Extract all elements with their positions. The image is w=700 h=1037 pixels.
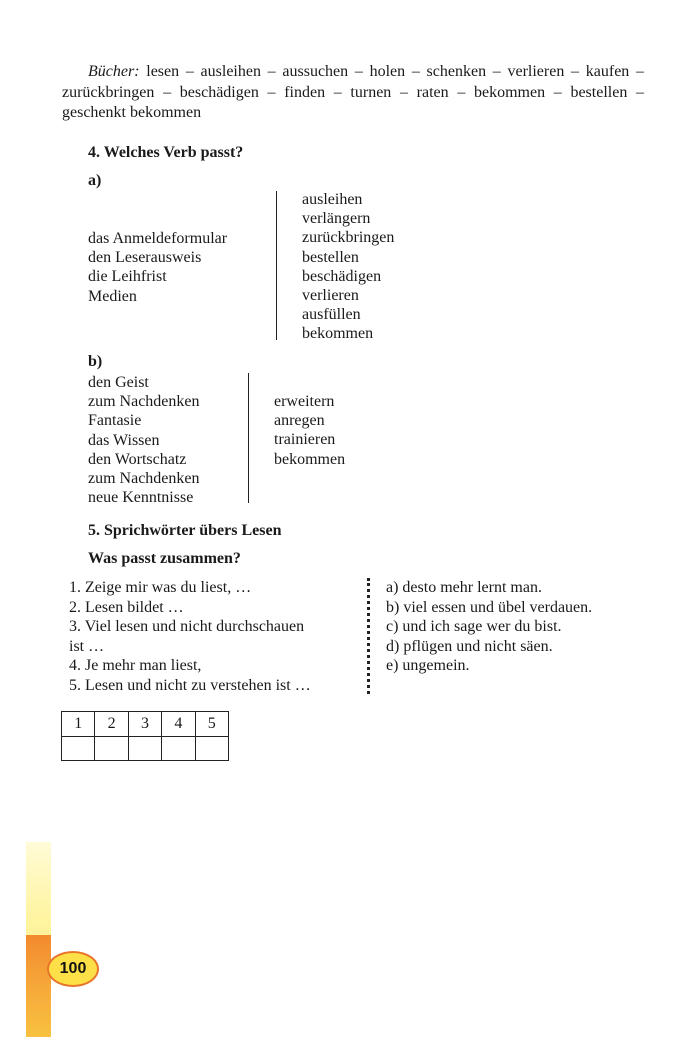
grid-answer-cell[interactable] [62, 736, 95, 761]
grid-answer-row [62, 736, 229, 761]
noun-item: das Wissen [88, 431, 160, 449]
task5-subtitle: Was passt zusammen? [88, 550, 241, 567]
proverb-end: d) pflügen und nicht säen. [386, 637, 553, 655]
proverb-start: 5. Lesen und nicht zu verstehen ist … [69, 676, 311, 694]
proverb-end: e) ungemein. [386, 657, 470, 674]
noun-item: den Wortschatz [88, 450, 187, 468]
proverb-start: 4. Je mehr man liest, [69, 657, 202, 674]
task5-proverb-starts [69, 578, 311, 695]
grid-answer-cell[interactable] [195, 736, 228, 761]
grid-answer-cell[interactable] [162, 736, 195, 761]
noun-item: Fantasie [88, 412, 142, 430]
noun-item: Medien [88, 287, 137, 305]
grid-header-cell: 3 [128, 712, 161, 737]
task4-a-nouns [88, 229, 227, 306]
verb-item: verlängern [302, 210, 371, 228]
noun-item: zum Nachdenken [88, 393, 200, 411]
proverb-end: b) viel essen und übel verdauen. [386, 598, 593, 616]
page-number: 100 [59, 960, 87, 977]
grid-header-cell: 5 [195, 712, 228, 737]
verb-item: beschädigen [302, 267, 382, 285]
noun-item: neue Kenntnisse [88, 489, 194, 507]
noun-item: das Anmeldeformular [88, 230, 228, 247]
dotted-divider [367, 578, 374, 694]
task4-a-verbs [302, 190, 394, 344]
verb-item: trainieren [274, 431, 336, 449]
intro-text: lesen – ausleihen – aussuchen – holen – schenken – verlieren – kaufen – zurückbringen – beschädigen – finden – turnen – raten – bekommen – bestellen – geschenkt bekommen [62, 63, 644, 121]
verb-item: bekommen [274, 450, 346, 468]
proverb-start: 2. Lesen bildet … [69, 598, 184, 616]
noun-item: den Geist [88, 374, 149, 391]
verb-item: bestellen [302, 248, 359, 266]
noun-item: den Leserausweis [88, 249, 202, 267]
proverb-start: ist … [69, 637, 105, 655]
task5-title: 5. Sprichwörter übers Lesen [88, 522, 282, 539]
grid-header-cell: 2 [95, 712, 128, 737]
proverb-start: 1. Zeige mir was du liest, … [69, 579, 252, 596]
verb-item: ausfüllen [302, 306, 361, 324]
grid-header-row [62, 712, 229, 737]
page-number-badge [47, 951, 99, 987]
verb-item: erweitern [274, 393, 335, 410]
answer-grid [61, 711, 229, 761]
task4-b-label: b) [88, 353, 103, 370]
task4-a-divider [276, 191, 277, 340]
intro-label: Bücher: [88, 63, 140, 80]
proverb-start: 3. Viel lesen und nicht durchschauen [69, 618, 305, 635]
noun-item: zum Nachdenken [88, 470, 200, 488]
grid-header-cell: 4 [162, 712, 195, 737]
verb-item: zurückbringen [302, 229, 395, 247]
proverb-end: a) desto mehr lernt man. [386, 579, 542, 596]
task4-b-divider [248, 373, 249, 503]
task4-title: 4. Welches Verb passt? [88, 144, 244, 161]
task4-b-verbs [274, 392, 345, 469]
edge-stripe-orange [26, 935, 51, 1037]
noun-item: die Leihfrist [88, 268, 167, 286]
intro-paragraph [62, 62, 644, 124]
proverb-end: c) und ich sage wer du bist. [386, 618, 562, 635]
verb-item: ausleihen [302, 191, 363, 208]
grid-answer-cell[interactable] [128, 736, 161, 761]
task4-b-nouns [88, 373, 200, 507]
task4-a-label: a) [88, 172, 102, 189]
verb-item: anregen [274, 412, 325, 430]
grid-answer-cell[interactable] [95, 736, 128, 761]
verb-item: bekommen [302, 325, 374, 343]
task5-proverb-ends [386, 578, 592, 676]
verb-item: verlieren [302, 287, 359, 305]
grid-header-cell: 1 [62, 712, 95, 737]
